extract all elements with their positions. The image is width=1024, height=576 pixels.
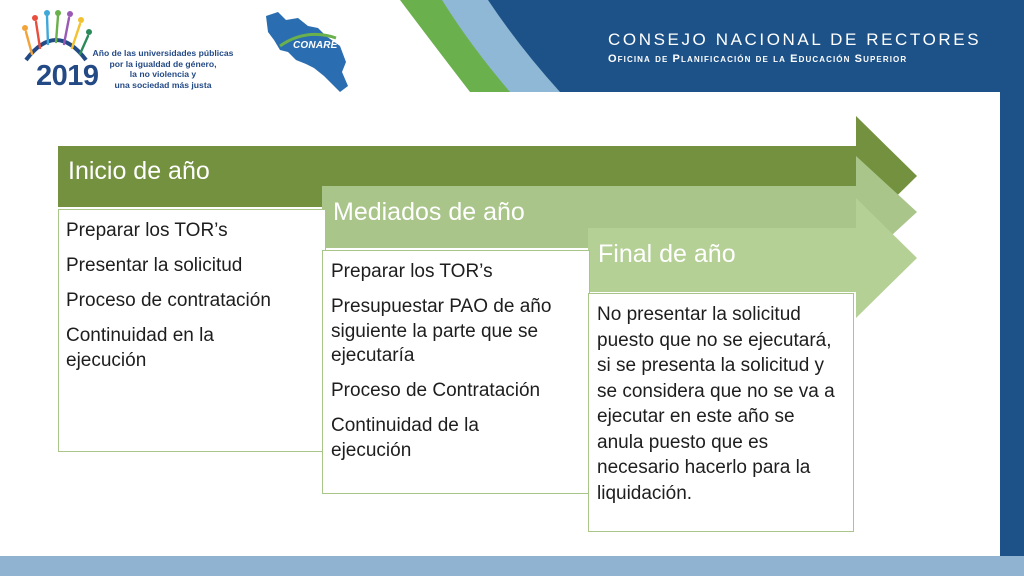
stage-2-item: Presupuestar PAO de año siguiente la parte que se ejecutaría [331, 296, 552, 366]
stage-1-item: Proceso de contratación [66, 290, 271, 311]
stage-1-item: Continuidad en la ejecución [66, 325, 214, 371]
org-subtitle: Oficina de Planificación de la Educación Superior [608, 53, 908, 65]
stage-3-item: No presentar la solicitud puesto que no se ejecutará, si se presenta la solicitud y se considera que no se va a ejecutar en este año se anula puesto que es necesario hacerlo para la liquidación. [597, 304, 835, 504]
stage-1-item: Preparar los TOR’s [66, 220, 228, 241]
stage-3-box [588, 293, 854, 532]
year-logo-number: 2019 [36, 60, 99, 92]
stage-2-item: Proceso de Contratación [331, 380, 541, 401]
org-title: CONSEJO NACIONAL DE RECTORES [608, 30, 982, 49]
stage-1-box [58, 209, 326, 452]
stage-2-item: Preparar los TOR’s [331, 261, 493, 282]
stage-3-title: Final de año [598, 240, 736, 268]
stage-1-item: Presentar la solicitud [66, 255, 243, 276]
year-logo-tagline: Año de las universidades públicas por la igualdad de género, la no violencia y una sociedad más justa [92, 48, 234, 90]
stage-2-title: Mediados de año [333, 198, 525, 226]
stage-2-box [322, 250, 590, 494]
conare-logo-text: CONARE [293, 40, 338, 51]
stage-2-item: Continuidad de la ejecución [331, 415, 479, 461]
stage-1-title: Inicio de año [68, 157, 210, 185]
